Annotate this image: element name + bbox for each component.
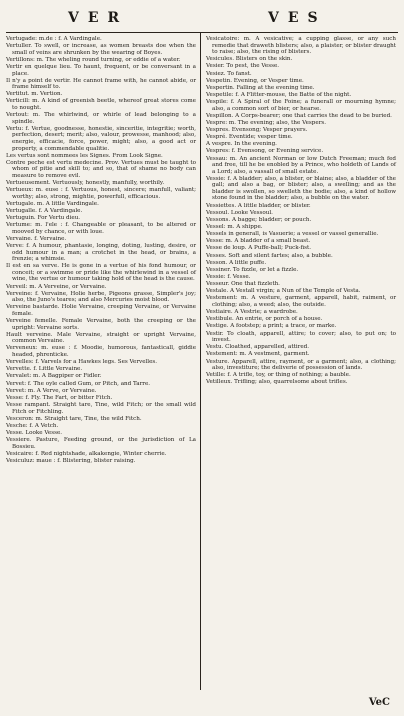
dictionary-entry: Vesse de loup. A Puffe-ball; Puck-fist. (206, 245, 312, 252)
dictionary-entry: Vesture. Apparell, attire, rayment, or a garment; also, a clothing; also, investiture; the deliverie of possession of lands. (206, 358, 396, 372)
left-column (6, 36, 196, 465)
dictionary-entry: Vesson. A little puffe. (206, 259, 267, 266)
dictionary-entry: Vestibule. An entrie, or porch of a house. (206, 316, 323, 323)
dictionary-entry: Vertillons: m. The wheling round turning, or eddie of a water. (6, 56, 181, 63)
dictionary-entry: Vespetin. Evening, or Vesper time. (206, 77, 304, 84)
dictionary-entry: Vervet: f. The oyle called Gum, or Pitch, and Tarre. (6, 380, 151, 387)
dictionary-entry: Vespile: f. A Spiral of the Foine; a funerall or mourning hymne; also, a common sort of bier, or hearse. (206, 99, 396, 112)
dictionary-entry: Verveneux: m. euse : f. Moodie, humorous, fantasticall, giddie headed, phrenticke. (6, 345, 196, 358)
dictionary-entry: Vertueux: m. euse : f. Vertuous, honest, sincere; manfull, valiant; worthy; also, strong, mightie, powerfull, efficacious. (6, 187, 196, 200)
dictionary-entry: Vertout: m. The whirlwind, or whirle of lead belonging to a spindle. (6, 112, 196, 125)
dictionary-entry: Il n'y a point de vertir. He cannot frame with, he cannot abide, or frame himself to. (6, 77, 196, 91)
dictionary-entry: Vertu: f. Vertue, goodnesse, honestie, sinceritie, integritie; worth, perfection, desert; merit; also, valour, prowesse, manhood; also, energie, efficacie, force, power, might; also, a good act or property, a commendable qualitie. (6, 125, 196, 152)
dictionary-entry: Vesceron: m. Straight tare, Tine, the wild Fitch. (6, 415, 142, 422)
dictionary-entry: Vetilleux. Trifling; also, quarrelsome about trifles. (206, 379, 348, 386)
dictionary-entry: Vesseur. One that fizzleth. (206, 281, 280, 288)
dictionary-entry: Vesse rampant. Straight tare, Tine, wild Fitch; or the small wild Fitch or Fitchling. (6, 401, 196, 415)
dictionary-entry: Vertuller. To swell, or increase, as women breasts doe when the small of veins are shrunken by the wearing of Boyes. (6, 43, 196, 56)
dictionary-entry: Vertume: m. l'ele : f. Changeable or pleasant, to be altered or mooved by chance, or with loue. (6, 222, 196, 235)
dictionary-entry: Vessie: f. Vesse. (206, 274, 251, 281)
dictionary-entry: Vesses. Soft and silent fartes; also, a bubble. (206, 252, 333, 259)
dictionary-entry: Vesiez. To fanst. (206, 70, 252, 77)
dictionary-entry: Vespertin. Falling at the evening time. (206, 84, 315, 91)
dictionary-entry: Verveine bastarde. Holie Vervaine, creeping Vervaine, or Vervaine female. (6, 304, 196, 317)
dictionary-entry: Verticill: m. A kind of greenish beetle, whereof great stores come to nought. (6, 98, 196, 112)
dictionary-entry: A vespre. In the evening. (206, 141, 277, 148)
dictionary-entry: Vesicules. Blisters on the skin. (206, 56, 293, 63)
dictionary-entry: Vervaine. f. Vervaine. (6, 235, 67, 242)
dictionary-entry: Vervalet: m. A Bagpiper or Fidler. (6, 373, 102, 380)
dictionary-entry: Vespillon. A Corps-bearer; one that carries the dead to be buried. (206, 112, 392, 119)
dictionary-entry: Vesicatoire: m. A vesicative; a cupping glasse, or any such remedie that draweth blisters; also, a plaister, or blister draught to raise; also, the rising of blisters. (206, 36, 396, 56)
dictionary-entry: Vestiaire. A Vestrie; a wardrobe. (206, 309, 298, 316)
dictionary-entry: Vestement: m. A vesture, garment, apparell, habit, raiment, or clothing; also, a weed; also, the outside. (206, 295, 396, 308)
dictionary-entry: Vestu. Cloathed, apparelled, attired. (206, 344, 309, 351)
dictionary-entry: Vesier. To pest, the Vesse. (206, 63, 280, 70)
dictionary-entry: Vesiculuz: maue : f. Blistering, blister raising. (6, 457, 136, 464)
header-right-keyword: VES (268, 10, 327, 26)
dictionary-entry: Verve: f. A humour, phantasie, longing, doting, lusting, desire, or odd humour in a man; a crotchet in the head, or brains, a frenzie; a whimsie. (6, 243, 196, 263)
dictionary-entry: Vessoul. Looke Vessoul. (206, 209, 273, 216)
dictionary-entry: Vespre: m. The evening; also, the Vespers. (206, 119, 327, 126)
dictionary-entry: Vessels in generall, is Vasuerie; a vessel or vassel generallie. (206, 231, 379, 238)
dictionary-entry: Vesse: m. A bladder of a small beast. (206, 238, 311, 245)
dictionary-entry: Vertugade: m.de : f. A Vardingale. (6, 36, 102, 42)
dictionary-entry: Vertueusement. Vertuously, honestly, manfully, worthily. (6, 180, 165, 187)
dictionary-entry: Vervette. f. Little Vervaine. (6, 366, 83, 373)
dictionary-entry: Vessie: f. A bladder; also, a blister, or blaine; also, a bladder of the gall; and also a bag, or blister; also, a swelling; and as the bladder is swollen, so swelleth the bodie; also, a kind of hollow stone found in the bladder; also, a bubble on the water. (206, 175, 396, 202)
dictionary-entry: Verveil: m. A Verveine, or Vervaine. (6, 283, 107, 290)
header-rule (6, 32, 398, 33)
dictionary-entry: Vesche: f. A Vetch. (6, 422, 59, 429)
dictionary-entry: Vervelles: f. Varvels for a Hawkes legs. Ses Vervelles. (6, 359, 158, 366)
dictionary-entry: Vestement: m. A vestment, garment. (206, 351, 310, 358)
dictionary-entry: Vertitut. m. Vertion. (6, 91, 63, 98)
dictionary-entry: Vessel: m. A shippe. (206, 224, 263, 231)
dictionary-entry: Les vertus sont nommees les Signes. From Look Signe. (6, 152, 163, 159)
dictionary-entry: Vespré. Eventide; vesper time. (206, 134, 293, 141)
column-divider (200, 32, 201, 690)
dictionary-entry: Vestige. A footstep; a print; a trace, or marke. (206, 323, 337, 330)
dictionary-entry: Il est en sa verve. He is gone in a vertue of his fond humour, or conceit; or a swimme or pride like the whirlewind in a vessel of wine, the vertue or humour taking hold of the head is the cause. (6, 263, 196, 283)
dictionary-entry: Vessiere. Pasture, Feeding ground, or the jurisdiction of La Bossieu. (6, 437, 196, 450)
dictionary-entry: Vespres. Evensong; Vesper prayers. (206, 127, 308, 134)
dictionary-entry: Vesse. Looke Vesse. (6, 429, 63, 436)
dictionary-entry: Vessiettes. A little bladder, or blister. (206, 202, 311, 209)
dictionary-entry: Verveine femelle. Female Vervaine, both the creeping or the upright: Vervaine sorts. (6, 318, 196, 331)
dictionary-entry: Vertir en quelque lieu. To haunt, frequent, or be conversant in a place. (6, 63, 196, 77)
dictionary-entry: Contre peche est vertu medecine. Prov. Vertues must be taught to whom of pitie and skill to; and so, that of shame no body can measure to remove evil. (6, 159, 196, 179)
dictionary-entry: Vesicaire: f. Red nightshade, alkakengie, Winter cherrie. (6, 450, 167, 457)
dictionary-entry: Hault verveine. Male Vervaine, straight or upright Vervaine, common Vervaine. (6, 331, 196, 345)
catchword: VeC (368, 697, 390, 708)
dictionary-entry: Verveine: f. Vervaine, Holie herbe, Pigeons grasse, Simpler's joy; also, the Juno's teares; and also Mercuries moist blood. (6, 290, 196, 304)
dictionary-entry: Vetille: f. A trifle, toy, or thing of nothing; a bauble. (206, 372, 351, 379)
dictionary-entry: Vertugalle. f. A Vardingale. (6, 207, 83, 214)
header-left-keyword: VER (68, 10, 129, 26)
dictionary-entry: Vestir. To cloath, apparell, attire; to cover; also, to put on; to invest. (206, 330, 396, 344)
dictionary-entry: Vessons. A bagge; bladder; or pouch. (206, 216, 312, 223)
dictionary-entry: Vertuguin. For Vertu dieu. (6, 215, 81, 222)
dictionary-entry: Vesse: f. Fly. The Fart, or bitter Fitch. (6, 394, 113, 401)
dictionary-entry: Vessau: m. An ancient Norman or low Dutch Freeman; much fed and free, till he be enobled by a Prince, who holdeth of Lands of a Lord; also, a vassall of small estate. (206, 155, 396, 175)
dictionary-entry: Vespetile: f. A Flitter-mouse, the Batte of the night. (206, 91, 352, 98)
dictionary-entry: Vespres: f. Evensong, or Evening service. (206, 148, 324, 155)
dictionary-entry: Vervet: m. A Verve, or Vervaine. (6, 387, 97, 394)
page-header (6, 10, 398, 30)
dictionary-entry: Vertugale. m. A little Vardingale. (6, 200, 99, 207)
dictionary-entry: Vessiner. To fizzle, or let a fizzle. (206, 266, 299, 273)
dictionary-entry: Vestale. A Vestall virgin; a Nun of the Temple of Vesta. (206, 288, 361, 295)
right-column (206, 36, 396, 387)
